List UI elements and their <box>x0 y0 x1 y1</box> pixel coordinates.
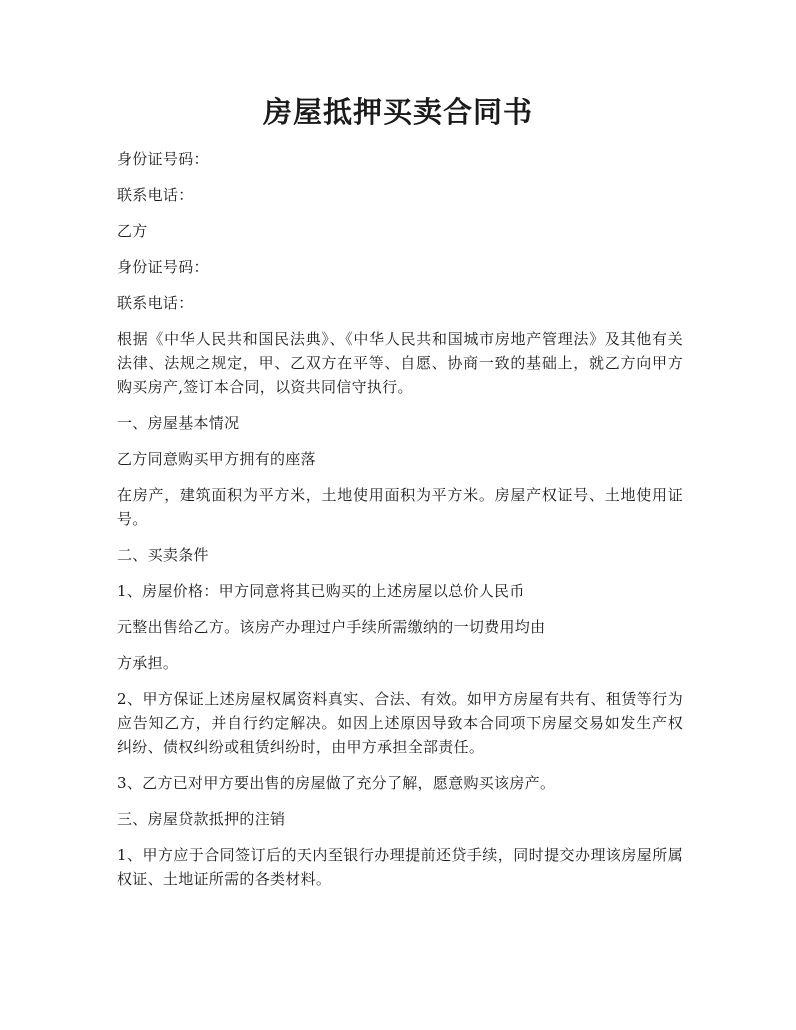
paragraph: 1、房屋价格：甲方同意将其已购买的上述房屋以总价人民币 <box>117 582 525 600</box>
paragraph: 联系电话： <box>117 294 194 312</box>
paragraph: 2、甲方保证上述房屋权属资料真实、合法、有效。如甲方房屋有共有、租赁等行为应告知乙方，并自行约定解决。如因上述原因导致本合同项下房屋交易如发生产权纠纷、债权纠纷或租赁纠纷时，由甲方承担全部责任。 <box>117 690 683 756</box>
document-body <box>117 147 683 903</box>
paragraph: 根据《中华人民共和国民法典》、《中华人民共和国城市房地产管理法》及其他有关法律、法规之规定，甲、乙双方在平等、自愿、协商一致的基础上，就乙方向甲方购买房产,签订本合同，以资共同信守执行。 <box>117 330 683 396</box>
paragraph: 1、甲方应于合同签订后的天内至银行办理提前还贷手续，同时提交办理该房屋所属权证、土地证所需的各类材料。 <box>117 846 683 888</box>
paragraph: 元整出售给乙方。该房产办理过户手续所需缴纳的一切费用均由 <box>117 618 546 636</box>
document-title: 房屋抵押买卖合同书 <box>262 95 533 129</box>
paragraph: 身份证号码： <box>117 150 209 168</box>
section-heading: 一、房屋基本情况 <box>117 414 240 432</box>
paragraph: 身份证号码： <box>117 258 209 276</box>
paragraph: 乙方 <box>117 222 148 240</box>
paragraph: 联系电话： <box>117 186 194 204</box>
section-heading: 三、房屋贷款抵押的注销 <box>117 810 286 828</box>
paragraph: 3、乙方已对甲方要出售的房屋做了充分了解，愿意购买该房产。 <box>117 774 556 792</box>
paragraph: 方承担。 <box>117 654 179 672</box>
section-heading: 二、买卖条件 <box>117 546 209 564</box>
paragraph: 在房产，建筑面积为平方米，土地使用面积为平方米。房屋产权证号、土地使用证号。 <box>117 486 683 528</box>
paragraph: 乙方同意购买甲方拥有的座落 <box>117 450 316 468</box>
